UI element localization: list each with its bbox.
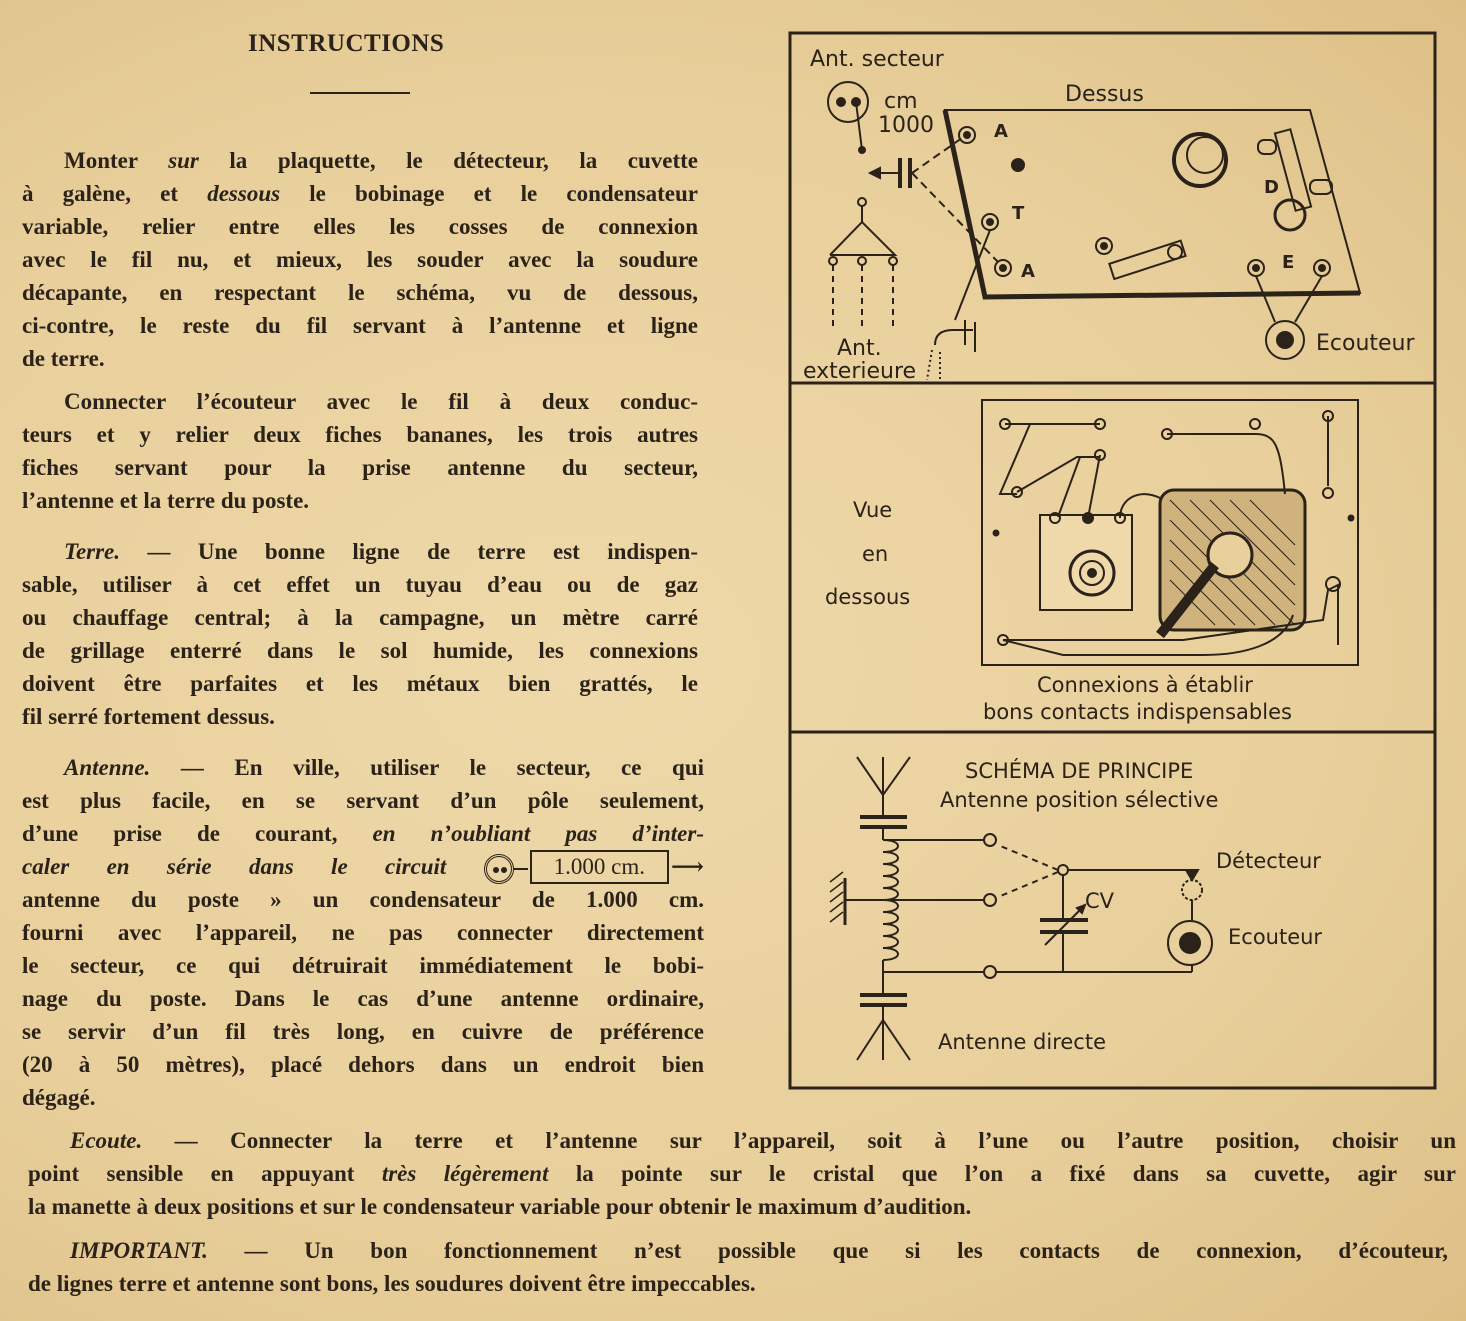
schematic-panel bbox=[830, 757, 1322, 1060]
capacitor-value-box: 1.000 cm. bbox=[530, 850, 669, 884]
text-line bbox=[22, 568, 698, 601]
text-line bbox=[22, 883, 704, 916]
body-text: la manette à deux positions et sur le condensateur variable pour obtenir le maximum d’audition. bbox=[28, 1194, 972, 1219]
text-line bbox=[22, 634, 698, 667]
text-line bbox=[22, 1015, 704, 1048]
mains-socket-icon bbox=[828, 82, 868, 153]
schematic-title: SCHÉMA DE PRINCIPE bbox=[965, 759, 1194, 783]
body-text: de lignes terre et antenne sont bons, les soudures doivent être impeccables. bbox=[28, 1271, 756, 1296]
body-text: point sensible en appuyant bbox=[28, 1161, 382, 1186]
label-terminal-t: T bbox=[1012, 203, 1025, 224]
body-text: fourni avec l’appareil, ne pas connecter directement bbox=[22, 920, 704, 945]
caption-connexions: Connexions à établir bbox=[1037, 673, 1253, 697]
body-text: Monter bbox=[64, 148, 169, 173]
caption-bons-contacts: bons contacts indispensables bbox=[983, 700, 1292, 724]
body-text: de grillage enterré dans le sol humide, les connexions bbox=[22, 638, 698, 663]
emphasis-text: sur bbox=[168, 148, 199, 173]
page-title: INSTRUCTIONS bbox=[248, 30, 445, 57]
paragraph-terre bbox=[22, 535, 698, 733]
emphasis-text: IMPORTANT. bbox=[70, 1238, 208, 1263]
label-1000: 1000 bbox=[878, 113, 934, 138]
text-line bbox=[22, 784, 704, 817]
label-cv: CV bbox=[1085, 889, 1115, 913]
text-line bbox=[28, 1124, 1456, 1157]
text-line bbox=[22, 418, 698, 451]
assembly-diagram bbox=[780, 25, 1460, 1100]
body-text: se servir d’un fil très long, en cuivre de préférence bbox=[22, 1019, 704, 1044]
paragraph-ecouteur bbox=[22, 385, 698, 517]
body-text: variable, relier entre elles les cosses de connexion bbox=[22, 214, 698, 239]
earphone-icon bbox=[1256, 276, 1322, 359]
body-text: la plaquette, le détecteur, la cuvette bbox=[198, 148, 698, 173]
body-text: (20 à 50 mètres), placé dehors dans un endroit bien bbox=[22, 1052, 704, 1077]
body-text: — Connecter la terre et l’antenne sur l’appareil, soit à l’une ou l’autre position, choisir un bbox=[142, 1128, 1456, 1153]
text-line bbox=[28, 1267, 1448, 1300]
text-line bbox=[22, 535, 698, 568]
text-line bbox=[28, 1157, 1456, 1190]
label-ecouteur: Ecouteur bbox=[1316, 331, 1415, 356]
text-line bbox=[28, 1234, 1448, 1267]
tuning-knob-icon bbox=[1174, 134, 1226, 186]
text-line bbox=[22, 850, 704, 883]
paragraph-ecoute bbox=[28, 1124, 1456, 1223]
text-line bbox=[22, 949, 704, 982]
body-text: ci-contre, le reste du fil servant à l’antenne et ligne bbox=[22, 313, 698, 338]
body-text: teurs et y relier deux fiches bananes, les trois autres bbox=[22, 422, 698, 447]
body-text: à galène, et bbox=[22, 181, 208, 206]
text-line bbox=[22, 276, 698, 309]
body-text: sable, utiliser à cet effet un tuyau d’eau ou de gaz bbox=[22, 572, 698, 597]
text-line bbox=[22, 484, 698, 517]
switch-lever-icon bbox=[1109, 241, 1185, 279]
body-text: Connecter l’écouteur avec le fil à deux conduc- bbox=[64, 389, 698, 414]
text-line bbox=[22, 144, 698, 177]
ground-symbol-icon bbox=[857, 1005, 910, 1060]
label-terminal-a: A bbox=[994, 121, 1008, 142]
label-antenne-directe: Antenne directe bbox=[938, 1030, 1106, 1054]
label-terminal-e: E bbox=[1282, 252, 1295, 273]
body-text: fiches servant pour la prise antenne du secteur, bbox=[22, 455, 698, 480]
text-line bbox=[22, 817, 704, 850]
label-cm: cm bbox=[884, 89, 918, 114]
detector-crystal-icon bbox=[1182, 880, 1202, 920]
text-line bbox=[22, 342, 698, 375]
bottom-view-panel bbox=[825, 400, 1358, 724]
body-text: le bobinage et le condensateur bbox=[280, 181, 699, 206]
label-antenne-selective: Antenne position sélective bbox=[940, 788, 1219, 812]
label-exterieure: exterieure bbox=[803, 359, 917, 384]
title-divider bbox=[310, 92, 410, 94]
emphasis-text: Terre. bbox=[64, 539, 121, 564]
label-ant: Ant. bbox=[837, 336, 882, 361]
text-line bbox=[22, 1081, 704, 1114]
body-text: — Une bonne ligne de terre est indispen- bbox=[120, 539, 698, 564]
text-line bbox=[22, 601, 698, 634]
antenna-symbol-icon bbox=[857, 757, 910, 815]
text-line bbox=[22, 667, 698, 700]
arrow-right-icon: ⟶ bbox=[671, 854, 705, 879]
earphone-icon bbox=[1168, 921, 1212, 972]
text-line bbox=[22, 243, 698, 276]
label-ecouteur-schema: Ecouteur bbox=[1228, 925, 1323, 949]
body-text: — En ville, utiliser le secteur, ce qui bbox=[150, 755, 704, 780]
mains-socket-icon bbox=[484, 854, 514, 884]
label-vue: Vue bbox=[853, 498, 893, 522]
emphasis-text: dessous bbox=[207, 181, 281, 206]
text-line bbox=[22, 451, 698, 484]
body-text: d’une prise de courant, bbox=[22, 821, 373, 846]
paragraph-important bbox=[28, 1234, 1448, 1300]
emphasis-text: en n’oubliant pas d’inter- bbox=[372, 821, 704, 846]
emphasis-text: Antenne. bbox=[64, 755, 151, 780]
label-detector-d: D bbox=[1264, 177, 1279, 198]
body-text: le secteur, ce qui détruirait immédiatement le bobi- bbox=[22, 953, 704, 978]
body-text: avec le fil nu, et mieux, les souder avec la soudure bbox=[22, 247, 698, 272]
body-text: l’antenne et la terre du poste. bbox=[22, 488, 310, 513]
body-text: la pointe sur le cristal que l’on a fixé dans sa cuvette, agir sur bbox=[548, 1161, 1456, 1186]
label-detecteur: Détecteur bbox=[1216, 849, 1321, 873]
text-line bbox=[22, 1048, 704, 1081]
label-dessous: dessous bbox=[825, 585, 911, 609]
body-text: de terre. bbox=[22, 346, 105, 371]
text-line bbox=[22, 916, 704, 949]
text-line bbox=[22, 982, 704, 1015]
water-tap-icon bbox=[927, 230, 990, 380]
body-text: fil serré fortement dessus. bbox=[22, 704, 275, 729]
text-line bbox=[22, 700, 698, 733]
ground-hatch-icon bbox=[830, 872, 883, 925]
body-text: antenne du poste » un condensateur de 1.000 cm. bbox=[22, 887, 704, 912]
body-text: ou chauffage central; à la campagne, un mètre carré bbox=[22, 605, 698, 630]
label-dessus: Dessus bbox=[1065, 82, 1144, 107]
body-text: nage du poste. Dans le cas d’une antenne ordinaire, bbox=[22, 986, 704, 1011]
text-line bbox=[22, 309, 698, 342]
emphasis-text: Ecoute. bbox=[70, 1128, 143, 1153]
label-en: en bbox=[862, 542, 889, 566]
body-text: doivent être parfaites et les métaux bien grattés, le bbox=[22, 671, 698, 696]
paragraph-montage bbox=[22, 144, 698, 375]
emphasis-text: très légèrement bbox=[381, 1161, 549, 1186]
capacitor-icon bbox=[870, 138, 998, 262]
text-line bbox=[28, 1190, 1456, 1223]
emphasis-text: caler en série dans le circuit bbox=[22, 854, 447, 879]
body-text: — Un bon fonctionnement n’est possible que si les contacts de connexion, d’écouteur, bbox=[207, 1238, 1448, 1263]
body-text: décapante, en respectant le schéma, vu de dessous, bbox=[22, 280, 698, 305]
top-view-panel bbox=[803, 47, 1416, 384]
text-line bbox=[22, 385, 698, 418]
paragraph-antenne bbox=[22, 751, 704, 1114]
body-text: est plus facile, en se servant d’un pôle seulement, bbox=[22, 788, 704, 813]
body-text: dégagé. bbox=[22, 1085, 96, 1110]
text-line bbox=[22, 210, 698, 243]
text-line bbox=[22, 177, 698, 210]
outdoor-antenna-icon bbox=[829, 198, 897, 330]
text-line bbox=[22, 751, 704, 784]
terminal-icon bbox=[959, 127, 1330, 276]
label-ant-secteur: Ant. secteur bbox=[810, 47, 944, 72]
wire-icon bbox=[514, 868, 528, 870]
label-terminal-a2: A bbox=[1021, 261, 1035, 282]
